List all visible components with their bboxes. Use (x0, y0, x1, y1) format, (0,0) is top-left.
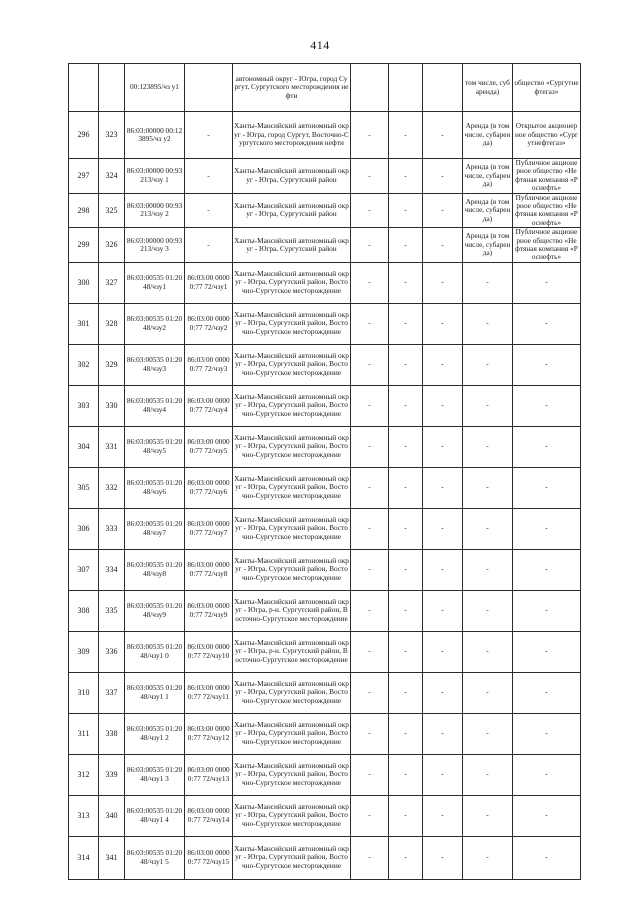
row-number-cell: 307 (69, 549, 99, 590)
col-g-cell: - (389, 228, 423, 263)
col-f-cell: - (351, 590, 389, 631)
rights-type-cell: - (463, 795, 513, 836)
parent-cadastral-number-cell: 86:03:00 00000:77 72/чзу11 (185, 672, 233, 713)
rights-type-cell: - (463, 631, 513, 672)
rights-type-cell: - (463, 385, 513, 426)
rights-type-cell: - (463, 344, 513, 385)
parent-cadastral-number-cell: 86:03:00 00000:77 72/чзу3 (185, 344, 233, 385)
plot-number-cell: 340 (99, 795, 125, 836)
cadastral-number-cell: 86:03:00535 01:2048/чзу1 4 (125, 795, 185, 836)
table-row (69, 631, 581, 672)
table-row (69, 303, 581, 344)
cadastral-number-cell: 86:03:00000 00:93213/чзу 3 (125, 228, 185, 263)
plot-number-cell: 335 (99, 590, 125, 631)
plot-address-cell: Ханты-Мансийский автономный округ - Югра, Сургутский район, Восточно-Сургутское месторождение (233, 303, 351, 344)
parent-cadastral-number-cell: 86:03:00 00000:77 72/чзу2 (185, 303, 233, 344)
plot-number-cell: 323 (99, 112, 125, 159)
col-f-cell: - (351, 795, 389, 836)
right-holder-cell: - (513, 631, 581, 672)
col-f-cell: - (351, 385, 389, 426)
col-f-cell: - (351, 836, 389, 879)
cadastral-number-cell: 86:03:00535 01:2048/чзу5 (125, 426, 185, 467)
cadastral-number-cell: 86:03:00000 00:93213/чзу 2 (125, 193, 185, 228)
plot-number-cell: 329 (99, 344, 125, 385)
parent-cadastral-number-cell: 86:03:00 00000:77 72/чзу7 (185, 508, 233, 549)
col-f-cell: - (351, 228, 389, 263)
col-g-cell: - (389, 713, 423, 754)
col-f-cell: - (351, 508, 389, 549)
col-f-cell: - (351, 344, 389, 385)
parent-cadastral-number-cell: 86:03:00 00000:77 72/чзу15 (185, 836, 233, 879)
cadastral-number-cell: 86:03:00000 00:123895/чз у2 (125, 112, 185, 159)
col-f-cell: - (351, 262, 389, 303)
row-number-cell: 299 (69, 228, 99, 263)
right-holder-cell: - (513, 754, 581, 795)
plot-number-cell: 325 (99, 193, 125, 228)
plot-address-cell: Ханты-Мансийский автономный округ - Югра, Сургутский район, Восточно-Сургутское месторождение (233, 795, 351, 836)
col-f-cell: - (351, 631, 389, 672)
plot-address-cell: Ханты-Мансийский автономный округ - Югра, Сургутский район, Восточно-Сургутское месторождение (233, 713, 351, 754)
col-h-cell: - (423, 112, 463, 159)
row-number-cell: 302 (69, 344, 99, 385)
rights-type-cell: Аренда (в том числе, субаренда) (463, 159, 513, 194)
parent-cadastral-number-cell: 86:03:00 00000:77 72/чзу13 (185, 754, 233, 795)
right-holder-cell: - (513, 549, 581, 590)
right-holder-cell: - (513, 672, 581, 713)
col-h-cell: - (423, 549, 463, 590)
right-holder-cell: - (513, 713, 581, 754)
right-holder-cell: Публичное акционерное общество «Нефтяная компания «Роснефть» (513, 228, 581, 263)
table-row (69, 672, 581, 713)
col-h-cell: - (423, 467, 463, 508)
rights-type-cell: - (463, 713, 513, 754)
cadastral-number-cell: 86:03:00535 01:2048/чзу4 (125, 385, 185, 426)
table-row (69, 112, 581, 159)
parent-cadastral-number-cell: 86:03:00 00000:77 72/чзу12 (185, 713, 233, 754)
right-holder-cell: - (513, 467, 581, 508)
col-f-cell: - (351, 159, 389, 194)
col-g-cell: - (389, 549, 423, 590)
cadastral-number-cell: 86:03:00535 01:2048/чзу9 (125, 590, 185, 631)
rights-type-cell: - (463, 262, 513, 303)
plot-address-cell: Ханты-Мансийский автономный округ - Югра, Сургутский район (233, 228, 351, 263)
plot-number-cell: 337 (99, 672, 125, 713)
plot-number-cell: 334 (99, 549, 125, 590)
row-number-cell: 310 (69, 672, 99, 713)
col-h-cell: - (423, 795, 463, 836)
table-row (69, 262, 581, 303)
rights-type-cell: - (463, 467, 513, 508)
plot-address-cell: Ханты-Мансийский автономный округ - Югра, Сургутский район, Восточно-Сургутское месторождение (233, 672, 351, 713)
table-row (69, 795, 581, 836)
col-g-cell: - (389, 112, 423, 159)
right-holder-cell: - (513, 836, 581, 879)
table-body (69, 64, 581, 880)
plot-address-cell: Ханты-Мансийский автономный округ - Югра, Сургутский район, Восточно-Сургутское месторождение (233, 385, 351, 426)
col-h-cell: - (423, 228, 463, 263)
parent-cadastral-number-cell: 86:03:00 00000:77 72/чзу10 (185, 631, 233, 672)
table-row (69, 549, 581, 590)
plot-number-cell: 333 (99, 508, 125, 549)
plot-address-cell: Ханты-Мансийский автономный округ - Югра, Сургутский район, Восточно-Сургутское месторождение (233, 508, 351, 549)
right-holder-cell: Открытое акционерное общество «Сургутнефтегаз» (513, 112, 581, 159)
row-number-cell (69, 64, 99, 112)
table-row (69, 754, 581, 795)
plot-address-cell: Ханты-Мансийский автономный округ - Югра, Сургутский район, Восточно-Сургутское месторождение (233, 467, 351, 508)
col-f-cell: - (351, 193, 389, 228)
col-f-cell: - (351, 713, 389, 754)
right-holder-cell: Публичное акционерное общество «Нефтяная компания «Роснефть» (513, 159, 581, 194)
row-number-cell: 314 (69, 836, 99, 879)
col-f-cell (351, 64, 389, 112)
col-h-cell: - (423, 344, 463, 385)
plot-address-cell: Ханты-Мансийский автономный округ - Югра, Сургутский район, Восточно-Сургутское месторождение (233, 344, 351, 385)
parent-cadastral-number-cell: - (185, 112, 233, 159)
col-g-cell: - (389, 590, 423, 631)
plot-number-cell: 326 (99, 228, 125, 263)
rights-type-cell: - (463, 672, 513, 713)
table-row (69, 193, 581, 228)
plot-address-cell: Ханты-Мансийский автономный округ - Югра, р-н. Сургутский район, Восточно-Сургутское месторождение (233, 590, 351, 631)
col-f-cell: - (351, 467, 389, 508)
plot-address-cell: Ханты-Мансийский автономный округ - Югра, Сургутский район (233, 159, 351, 194)
rights-type-cell: Аренда (в том числе, субаренда) (463, 112, 513, 159)
rights-type-cell: - (463, 836, 513, 879)
row-number-cell: 304 (69, 426, 99, 467)
parent-cadastral-number-cell: - (185, 159, 233, 194)
right-holder-cell: - (513, 385, 581, 426)
col-g-cell (389, 64, 423, 112)
parent-cadastral-number-cell: - (185, 193, 233, 228)
col-g-cell: - (389, 672, 423, 713)
plot-address-cell: Ханты-Мансийский автономный округ - Югра, Сургутский район, Восточно-Сургутское месторождение (233, 549, 351, 590)
row-number-cell: 312 (69, 754, 99, 795)
row-number-cell: 303 (69, 385, 99, 426)
col-g-cell: - (389, 262, 423, 303)
col-f-cell: - (351, 754, 389, 795)
plot-number-cell: 331 (99, 426, 125, 467)
col-g-cell: - (389, 508, 423, 549)
cadastral-number-cell: 86:03:00535 01:2048/чзу1 3 (125, 754, 185, 795)
table-row (69, 467, 581, 508)
plot-number-cell: 336 (99, 631, 125, 672)
col-h-cell (423, 64, 463, 112)
plot-number-cell: 338 (99, 713, 125, 754)
col-g-cell: - (389, 344, 423, 385)
parent-cadastral-number-cell: 86:03:00 00000:77 72/чзу1 (185, 262, 233, 303)
table-row (69, 836, 581, 879)
col-h-cell: - (423, 159, 463, 194)
row-number-cell: 300 (69, 262, 99, 303)
plot-address-cell: Ханты-Мансийский автономный округ - Югра, Сургутский район, Восточно-Сургутское месторождение (233, 262, 351, 303)
plot-number-cell: 327 (99, 262, 125, 303)
col-g-cell: - (389, 385, 423, 426)
cadastral-number-cell: 86:03:00535 01:2048/чзу7 (125, 508, 185, 549)
table-row (69, 713, 581, 754)
rights-type-cell: - (463, 754, 513, 795)
right-holder-cell: - (513, 508, 581, 549)
col-g-cell: - (389, 754, 423, 795)
rights-type-cell: том числе, субаренда) (463, 64, 513, 112)
col-h-cell: - (423, 262, 463, 303)
plot-address-cell: Ханты-Мансийский автономный округ - Югра, город Сургут, Восточно-Сургутского месторождения нефти (233, 112, 351, 159)
row-number-cell: 313 (69, 795, 99, 836)
rights-type-cell: - (463, 426, 513, 467)
plot-number-cell: 324 (99, 159, 125, 194)
row-number-cell: 305 (69, 467, 99, 508)
table-row (69, 159, 581, 194)
col-h-cell: - (423, 426, 463, 467)
col-g-cell: - (389, 426, 423, 467)
row-number-cell: 308 (69, 590, 99, 631)
row-number-cell: 296 (69, 112, 99, 159)
row-number-cell: 301 (69, 303, 99, 344)
parent-cadastral-number-cell (185, 64, 233, 112)
page-number: 414 (310, 38, 330, 52)
table-row (69, 64, 581, 112)
col-g-cell: - (389, 467, 423, 508)
col-f-cell: - (351, 426, 389, 467)
col-g-cell: - (389, 631, 423, 672)
table-row (69, 385, 581, 426)
col-h-cell: - (423, 754, 463, 795)
col-h-cell: - (423, 385, 463, 426)
row-number-cell: 309 (69, 631, 99, 672)
col-h-cell: - (423, 631, 463, 672)
plot-address-cell: Ханты-Мансийский автономный округ - Югра, Сургутский район, Восточно-Сургутское месторождение (233, 426, 351, 467)
cadastral-number-cell: 86:03:00535 01:2048/чзу8 (125, 549, 185, 590)
right-holder-cell: - (513, 262, 581, 303)
col-f-cell: - (351, 112, 389, 159)
right-holder-cell: - (513, 303, 581, 344)
col-h-cell: - (423, 303, 463, 344)
cadastral-number-cell: 86:03:00535 01:2048/чзу2 (125, 303, 185, 344)
parent-cadastral-number-cell: 86:03:00 00000:77 72/чзу4 (185, 385, 233, 426)
col-g-cell: - (389, 795, 423, 836)
cadastral-number-cell: 86:03:00535 01:2048/чзу6 (125, 467, 185, 508)
rights-type-cell: Аренда (в том числе, субаренда) (463, 228, 513, 263)
cadastral-number-cell: 86:03:00535 01:2048/чзу1 1 (125, 672, 185, 713)
col-h-cell: - (423, 508, 463, 549)
table-row (69, 228, 581, 263)
col-h-cell: - (423, 590, 463, 631)
col-h-cell: - (423, 193, 463, 228)
col-g-cell: - (389, 159, 423, 194)
plot-address-cell: Ханты-Мансийский автономный округ - Югра, р-н. Сургутский район, Восточно-Сургутское месторождение (233, 631, 351, 672)
parent-cadastral-number-cell: 86:03:00 00000:77 72/чзу5 (185, 426, 233, 467)
parent-cadastral-number-cell: - (185, 228, 233, 263)
table-row (69, 344, 581, 385)
col-f-cell: - (351, 549, 389, 590)
parent-cadastral-number-cell: 86:03:00 00000:77 72/чзу6 (185, 467, 233, 508)
table-row (69, 508, 581, 549)
right-holder-cell: - (513, 344, 581, 385)
row-number-cell: 306 (69, 508, 99, 549)
rights-type-cell: - (463, 508, 513, 549)
col-g-cell: - (389, 193, 423, 228)
col-g-cell: - (389, 836, 423, 879)
right-holder-cell: - (513, 590, 581, 631)
right-holder-cell: общество «Сургутнефтегаз» (513, 64, 581, 112)
rights-type-cell: - (463, 590, 513, 631)
plot-address-cell: Ханты-Мансийский автономный округ - Югра, Сургутский район (233, 193, 351, 228)
table-row (69, 590, 581, 631)
parent-cadastral-number-cell: 86:03:00 00000:77 72/чзу9 (185, 590, 233, 631)
row-number-cell: 297 (69, 159, 99, 194)
land-plots-table (68, 63, 581, 880)
cadastral-number-cell: 86:03:00535 01:2048/чзу3 (125, 344, 185, 385)
plot-number-cell (99, 64, 125, 112)
parent-cadastral-number-cell: 86:03:00 00000:77 72/чзу14 (185, 795, 233, 836)
cadastral-number-cell: 86:03:00535 01:2048/чзу1 5 (125, 836, 185, 879)
col-h-cell: - (423, 836, 463, 879)
cadastral-number-cell: 86:03:00000 00:93213/чзу 1 (125, 159, 185, 194)
plot-number-cell: 339 (99, 754, 125, 795)
cadastral-number-cell: 86:03:00535 01:2048/чзу1 0 (125, 631, 185, 672)
col-g-cell: - (389, 303, 423, 344)
plot-number-cell: 328 (99, 303, 125, 344)
right-holder-cell: Публичное акционерное общество «Нефтяная компания «Роснефть» (513, 193, 581, 228)
table-row (69, 426, 581, 467)
plot-number-cell: 341 (99, 836, 125, 879)
row-number-cell: 311 (69, 713, 99, 754)
plot-address-cell: Ханты-Мансийский автономный округ - Югра, Сургутский район, Восточно-Сургутское месторождение (233, 836, 351, 879)
rights-type-cell: - (463, 549, 513, 590)
plot-address-cell: Ханты-Мансийский автономный округ - Югра, Сургутский район, Восточно-Сургутское месторождение (233, 754, 351, 795)
right-holder-cell: - (513, 795, 581, 836)
plot-address-cell: автономный округ - Югра, город Сургут, Сургутского месторождения нефти (233, 64, 351, 112)
rights-type-cell: Аренда (в том числе, субаренда) (463, 193, 513, 228)
col-f-cell: - (351, 303, 389, 344)
col-f-cell: - (351, 672, 389, 713)
cadastral-number-cell: 86:03:00535 01:2048/чзу1 (125, 262, 185, 303)
cadastral-number-cell: 00:123895/чз у1 (125, 64, 185, 112)
right-holder-cell: - (513, 426, 581, 467)
col-h-cell: - (423, 672, 463, 713)
plot-number-cell: 330 (99, 385, 125, 426)
parent-cadastral-number-cell: 86:03:00 00000:77 72/чзу8 (185, 549, 233, 590)
cadastral-number-cell: 86:03:00535 01:2048/чзу1 2 (125, 713, 185, 754)
col-h-cell: - (423, 713, 463, 754)
row-number-cell: 298 (69, 193, 99, 228)
plot-number-cell: 332 (99, 467, 125, 508)
rights-type-cell: - (463, 303, 513, 344)
